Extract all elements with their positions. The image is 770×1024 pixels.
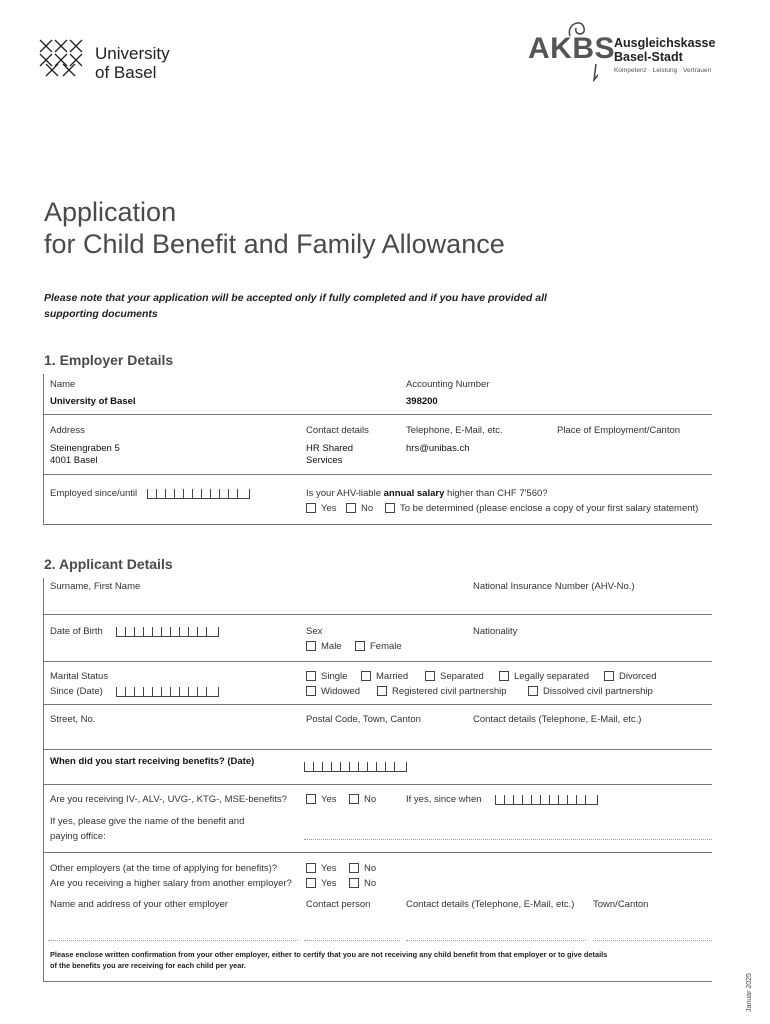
ahv-label: National Insurance Number (AHV-No.) (473, 581, 635, 592)
completion-note (44, 290, 547, 322)
checkbox-icon[interactable] (377, 686, 387, 696)
title-line1: Application (44, 197, 177, 227)
other-employers-no-option[interactable]: No (349, 863, 376, 874)
address-label: Address (50, 425, 85, 436)
surname-label: Surname, First Name (50, 581, 141, 592)
akbs-wordmark: AKBS (528, 32, 616, 65)
kasse-tagline: Kompetenz · Leistung · Vertrauen (614, 67, 712, 74)
other-contact-details-label: Contact details (Telephone, E-Mail, etc.) (406, 899, 575, 910)
fine-line2: of the benefits you are receiving for each child per year. (50, 961, 246, 970)
page-title (44, 196, 505, 260)
benefit-name-line2: paying office: (50, 831, 106, 842)
employed-since-label: Employed since/until (50, 488, 138, 499)
registered-partnership-option[interactable]: Registered civil partnership (377, 686, 507, 697)
checkbox-icon[interactable] (385, 503, 395, 513)
note-line2: supporting documents (44, 308, 158, 320)
checkbox-icon[interactable] (306, 878, 316, 888)
checkbox-icon[interactable] (499, 671, 509, 681)
university-name (95, 44, 170, 82)
place-label: Place of Employment/Canton (557, 425, 681, 436)
kasse-name-line1: Ausgleichskasse (614, 36, 716, 50)
salary-tbd-option[interactable]: To be determined (please enclose a copy of your first salary statement) (385, 503, 698, 514)
sex-label: Sex (306, 626, 323, 637)
note-line1: Please note that your application will be accepted only if fully completed and if you have provided all (44, 292, 547, 304)
contact-person-label: Contact person (306, 899, 371, 910)
other-employer-name-label: Name and address of your other employer (50, 899, 228, 910)
other-employers-question: Other employers (at the time of applying for benefits)? (50, 863, 278, 874)
dob-field[interactable] (116, 627, 219, 637)
start-date-field[interactable] (304, 762, 407, 772)
checkbox-icon[interactable] (346, 503, 356, 513)
checkbox-icon[interactable] (425, 671, 435, 681)
marital-since-field[interactable] (116, 687, 219, 697)
if-yes-since-label: If yes, since when (406, 794, 482, 805)
employer-contact-value (306, 443, 353, 467)
checkbox-icon[interactable] (349, 794, 359, 804)
benefits-question: Are you receiving IV-, ALV-, UVG-, KTG-, MSE-benefits? (50, 794, 287, 805)
higher-salary-yes-option[interactable]: Yes (306, 878, 337, 889)
other-employer-name-input[interactable] (48, 940, 298, 941)
employer-phone-label: Telephone, E-Mail, etc. (406, 425, 503, 436)
enclose-confirmation-note (50, 949, 607, 971)
married-option[interactable]: Married (361, 671, 408, 682)
town-canton-input[interactable] (593, 940, 712, 941)
fine-line1: Please enclose written confirmation from your other employer, either to certify that you are not receiving any child benefit from that employer or to give details (50, 950, 608, 959)
kasse-name-line2: Basel-Stadt (614, 50, 683, 64)
checkbox-icon[interactable] (306, 641, 316, 651)
dissolved-partnership-option[interactable]: Dissolved civil partnership (528, 686, 653, 697)
checkbox-icon[interactable] (349, 878, 359, 888)
salary-yes-option[interactable]: Yes (306, 503, 337, 514)
benefit-name-line1: If yes, please give the name of the benefit and (50, 816, 245, 827)
benefit-name-label (50, 814, 244, 844)
employer-contact-label: Contact details (306, 425, 369, 436)
since-label: Since (Date) (50, 686, 103, 697)
contact-person-input[interactable] (304, 940, 400, 941)
employer-name-label: Name (50, 379, 76, 390)
employer-name-value: University of Basel (50, 396, 136, 407)
higher-salary-question: Are you receiving a higher salary from another employer? (50, 878, 292, 889)
accounting-label: Accounting Number (406, 379, 490, 390)
marital-label: Marital Status (50, 671, 109, 682)
university-name-line1: University (95, 44, 170, 63)
dob-label: Date of Birth (50, 626, 103, 637)
other-employers-yes-option[interactable]: Yes (306, 863, 337, 874)
employed-date-field[interactable] (147, 489, 250, 499)
checkbox-icon[interactable] (361, 671, 371, 681)
contact-line2: Services (306, 455, 343, 466)
title-line2: for Child Benefit and Family Allowance (44, 229, 505, 259)
postal-label: Postal Code, Town, Canton (306, 714, 421, 725)
applicant-contact-label: Contact details (Telephone, E-Mail, etc.) (473, 714, 642, 725)
checkbox-icon[interactable] (306, 671, 316, 681)
benefits-since-field[interactable] (495, 795, 598, 805)
employer-heading: 1. Employer Details (44, 352, 174, 368)
address-line2: 4001 Basel (50, 455, 98, 466)
checkbox-icon[interactable] (306, 503, 316, 513)
employer-phone-value: hrs@unibas.ch (406, 443, 470, 454)
benefits-no-option[interactable]: No (349, 794, 376, 805)
contact-line1: HR Shared (306, 443, 353, 454)
legally-separated-option[interactable]: Legally separated (499, 671, 589, 682)
accounting-value: 398200 (406, 396, 438, 407)
benefit-name-input[interactable] (304, 839, 712, 840)
university-name-line2: of Basel (95, 63, 157, 82)
checkbox-icon[interactable] (306, 794, 316, 804)
checkbox-icon[interactable] (604, 671, 614, 681)
single-option[interactable]: Single (306, 671, 347, 682)
nationality-label: Nationality (473, 626, 518, 637)
higher-salary-no-option[interactable]: No (349, 878, 376, 889)
checkbox-icon[interactable] (528, 686, 538, 696)
divorced-option[interactable]: Divorced (604, 671, 657, 682)
salary-question: Is your AHV-liable annual salary higher than CHF 7'560? (306, 488, 548, 499)
checkbox-icon[interactable] (306, 863, 316, 873)
address-value (50, 443, 120, 467)
kasse-name (614, 36, 715, 64)
other-contact-details-input[interactable] (406, 940, 586, 941)
town-canton-label: Town/Canton (593, 899, 649, 910)
start-date-label: When did you start receiving benefits? (Date) (50, 756, 255, 767)
checkbox-icon[interactable] (349, 863, 359, 873)
university-emblem-icon (36, 36, 86, 80)
form-version-date: Januar 2025 (746, 973, 753, 1012)
salary-no-option[interactable]: No (346, 503, 373, 514)
checkbox-icon[interactable] (355, 641, 365, 651)
widowed-option[interactable]: Widowed (306, 686, 360, 697)
separated-option[interactable]: Separated (425, 671, 484, 682)
university-logo (36, 36, 86, 85)
checkbox-icon[interactable] (306, 686, 316, 696)
street-label: Street, No. (50, 714, 96, 725)
address-line1: Steinengraben 5 (50, 443, 120, 454)
applicant-heading: 2. Applicant Details (44, 556, 173, 572)
male-option[interactable]: Male (306, 641, 342, 652)
benefits-yes-option[interactable]: Yes (306, 794, 337, 805)
female-option[interactable]: Female (355, 641, 402, 652)
